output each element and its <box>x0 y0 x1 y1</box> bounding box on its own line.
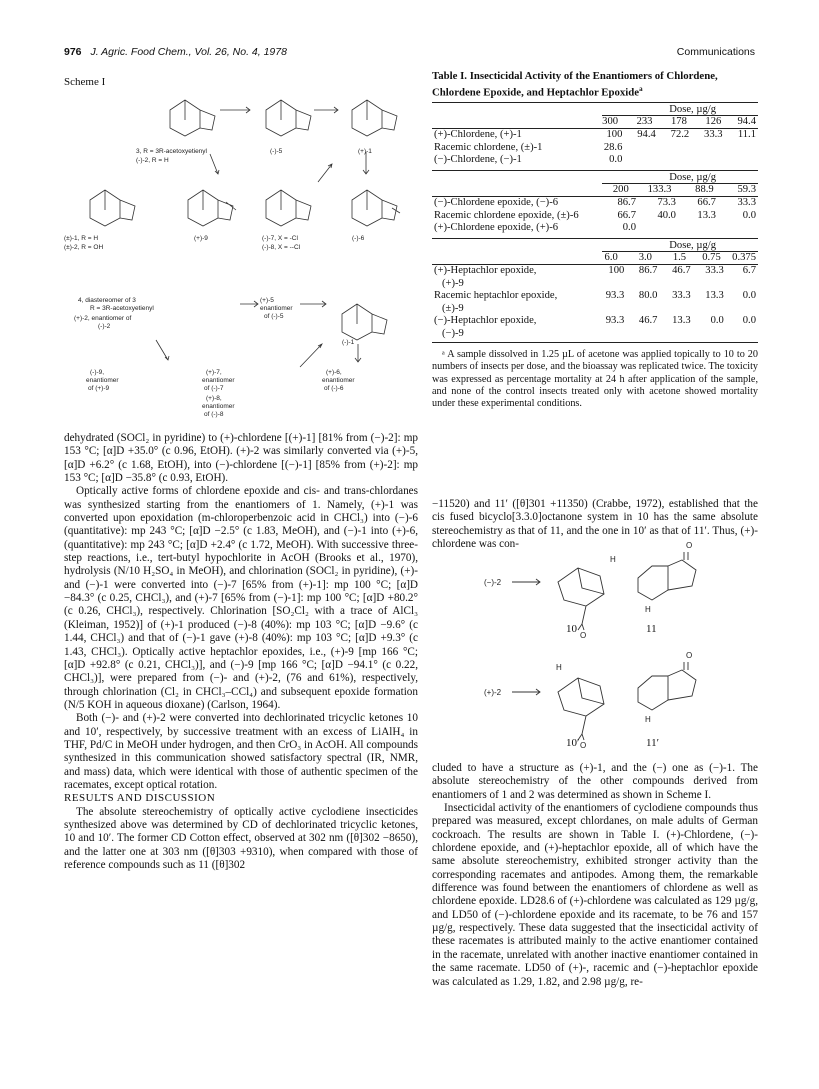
compound-number: 11 <box>646 623 657 635</box>
scheme-label: (-)-2, R = H <box>136 157 169 164</box>
scheme-label: (-)-5 <box>270 148 283 155</box>
mortality-value: 93.3 <box>605 290 625 302</box>
table-row <box>432 210 758 223</box>
mortality-value: 13.3 <box>705 290 724 302</box>
mortality-value <box>624 154 657 167</box>
dose-value: 200 <box>612 183 629 195</box>
scheme-label: enantiomer <box>202 403 235 410</box>
structure-row3 <box>342 304 387 340</box>
scheme-label: R = 3R-acetoxyetienyl <box>90 305 154 312</box>
scheme-label: (+)-1 <box>358 148 372 155</box>
structure-label: (−)-2 <box>484 578 502 587</box>
scheme-label: (-)-8, X = --Cl <box>262 244 301 251</box>
table-row-continuation <box>432 328 758 341</box>
table-footnote: ᵃ A sample dissolved in 1.25 µL of acetone was applied topically to 10 to 20 numbers of insects per dose, and the bioassay was replicated twice. The toxicity was expressed as percentage mortality at 24 h after application of the sample, and none of the control insects treated only with acetone showed mortality under these experimental conditions. <box>432 349 758 409</box>
arrow <box>512 579 540 585</box>
arrow <box>300 301 326 307</box>
compound-name: Racemic chlordene, (±)-1 <box>434 141 543 153</box>
table-row <box>432 222 758 235</box>
mortality-value: 100 <box>608 265 625 277</box>
dose-value: 300 <box>602 115 619 127</box>
paragraph: dehydrated (SOCl₂ in pyridine) to (+)-chlordene [(+)-1] [81% from (−)-2]: mp 153 °C; [α]D +35.0° (c 0.96, EtOH). (+)-2 was similarly converted via (+)-5, [α]D +6.2° (c 1.68, EtOH), into (−)-chlordene [(−)-1] [85% from (+)-2]: mp 153 °C; [α]D −35.8° (c 0.93, EtOH). <box>64 432 418 485</box>
mortality-value: 66.7 <box>697 197 716 209</box>
table-block-2-body <box>432 197 758 235</box>
table-row <box>432 290 758 303</box>
left-column-body <box>64 432 418 872</box>
mortality-value: 0.0 <box>710 315 724 327</box>
mortality-value: 46.7 <box>672 265 691 277</box>
scheme-label: 4, diastereomer of 3 <box>78 297 136 304</box>
compound-number: 10 <box>566 623 577 635</box>
scheme-label: (+)-7, <box>206 369 222 376</box>
scheme-label: enantiomer <box>202 377 235 384</box>
atom-label: O <box>580 631 587 640</box>
mortality-value <box>638 222 678 235</box>
mortality-value: 0.0 <box>742 315 756 327</box>
mortality-value: 80.0 <box>638 290 658 302</box>
compound-name: (+)-Chlordene epoxide, (+)-6 <box>434 222 559 234</box>
scheme-label: of (-)-8 <box>204 411 224 418</box>
structure-10 <box>558 568 604 630</box>
mortality-value: 33.3 <box>672 290 691 302</box>
mortality-value: 13.3 <box>672 315 691 327</box>
scheme-title: Scheme I <box>64 76 106 88</box>
mortality-value <box>718 222 758 235</box>
paragraph: Optically active forms of chlordene epoxide and cis- and trans-chlordanes was synthesized starting from the enantiomers of 1. Namely, (+)-1 was converted upon epoxidation (m-chloroperbenzoic acid in CHCl₃) into (−)-6 (quantitative): mp 243 °C; [α]D −2.5° (c 1.83, MeOH), and (−)-1 into (+)-6, (quantitative): mp 243 °C; [α]D +2.4° (c 1.72, MeOH). With successive three-step reactions, i.e., tert-butyl hypochlorite in AcOH (Brooks et al., 1970), hydrolysis (N/10 H₂SO₄ in MeOH), and chlorination (SOCl₂ in pyridine), (+)- and (−)-1 were converted into (−)-7 [65% from (+)-1]: mp 100 °C; [α]D −84.3° (c 0.25, CHCl₃), and (+)-7 [65% from (−)-1]: mp 100 °C; [α]D +80.2° (c 0.26, CHCl₃), respectively. Chlorination [SO₂Cl₂ with a trace of AlCl₃ (Kleiman, 1952)] of (+)-1 produced (−)-8 (40%): mp 103 °C; [α]D −9.6° (c 1.44, CHCl₃) and that of (−)-1 gave (+)-8 (40%): mp 103 °C; [α]D +9.3° (c 1.43, CHCl₃). Optically active heptachlor epoxides, i.e., (+)-9 [mp 166 °C; [α]D +92.8° (c 0.21, CHCl₃)], and (−)-9 [mp 166 °C; [α]D −94.1° (c 0.22, CHCl₃)], were prepared from (−)- and (+)-2, (76 and 61%), respectively, through chlorination (Cl₂ in CHCl₃–CCl₄) and subsequent epoxide formation (N/5 KOH in aqueous dioxane) (Carlson, 1964). <box>64 485 418 711</box>
mortality-value: 100 <box>606 129 623 141</box>
table-row <box>432 129 758 142</box>
mortality-value <box>624 142 657 155</box>
table-row <box>432 197 758 210</box>
running-header <box>64 46 287 58</box>
compound-number: (−)-9 <box>442 327 464 339</box>
scheme-label: enantiomer <box>86 377 119 384</box>
compound-name: Racemic heptachlor epoxide, <box>434 290 558 302</box>
structure-label: (+)-2 <box>484 688 502 697</box>
structure-11-prime <box>638 662 696 710</box>
dose-value: 94.4 <box>737 115 756 127</box>
scheme-label: of (+)-9 <box>88 385 110 392</box>
dose-value: 126 <box>705 115 722 127</box>
compound-name: (+)-Chlordene, (+)-1 <box>434 129 522 141</box>
mortality-value: 94.4 <box>637 129 656 141</box>
right-column-body-2 <box>432 762 758 989</box>
compound-number: (+)-9 <box>442 277 464 289</box>
scheme-label: (-)-2 <box>98 323 111 330</box>
atom-label: O <box>686 541 693 550</box>
compound-name: (−)-Chlordene epoxide, (−)-6 <box>434 197 559 209</box>
mortality-value: 46.7 <box>638 315 658 327</box>
table-block-2 <box>432 184 758 197</box>
table-caption: Table I. Insecticidal Activity of the Enantiomers of Chlordene, Chlordene Epoxide, and Heptachlor Epoxide$^a$ <box>432 70 718 99</box>
arrow <box>314 107 338 113</box>
paragraph: Insecticidal activity of the enantiomers of cyclodiene compounds thus prepared was measured, except chlordanes, on male adults of German cockroach. The results are shown in Table I. (+)-Chlordene, (−)-chlordene epoxide, and (+)-heptachlor epoxide, all of which have the same absolute stereochemistry, exhibited stronger activity than the corresponding racemates and antipodes. Among them, the remarkable difference was found between the enantiomers of chlordene as well as chlordene epoxide. LD28.6 of (+)-chlordene was calculated as 129 µg/g, and LD50 of (−)-chlordene epoxide and its racemate, to be 76 and 157 µg/g, respectively. These data suggested that the insecticidal activity of these racemates is attributed mainly to the active enantiomer contained in the racemate, unrelated with another inactive enantiomer contained in the same racemate. LD50 of (+)-, racemic and (−)-heptachlor epoxide was calculated as 1.29, 1.82, and 2.98 µg/g, re- <box>432 802 758 988</box>
dose-value: 233 <box>636 115 653 127</box>
mortality-value: 0.0 <box>622 222 636 234</box>
mortality-value <box>725 142 758 155</box>
mortality-value: 93.3 <box>605 315 625 327</box>
page-number: 976 <box>64 46 82 58</box>
mortality-value <box>658 142 691 155</box>
mortality-value: 33.3 <box>737 197 756 209</box>
scheme-label: (+)-9 <box>194 235 208 242</box>
scheme-label: enantiomer <box>260 305 293 312</box>
dose-value: 1.5 <box>672 251 687 263</box>
structure-10-prime <box>558 678 604 740</box>
journal-citation: J. Agric. Food Chem., Vol. 26, No. 4, 1978 <box>90 46 287 58</box>
arrow <box>300 344 322 367</box>
scheme-label: of (-)-7 <box>204 385 224 392</box>
arrow <box>220 107 250 113</box>
table-1 <box>432 70 758 410</box>
compound-number: 10′ <box>566 737 580 749</box>
scheme-label: (-)-9, <box>90 369 105 376</box>
scheme-label: enantiomer <box>322 377 355 384</box>
structure-row2-c <box>266 190 311 226</box>
scheme-label: of (-)-5 <box>264 313 284 320</box>
dose-value: 0.75 <box>702 251 721 263</box>
table-row <box>432 265 758 278</box>
arrow <box>318 164 332 182</box>
scheme-label: (+)-6, <box>326 369 342 376</box>
arrow <box>355 344 361 362</box>
mortality-value <box>725 154 758 167</box>
mortality-value: 66.7 <box>617 209 636 221</box>
arrow <box>240 301 258 307</box>
structure-row1-a <box>170 100 215 136</box>
atom-label: H <box>645 605 651 614</box>
mortality-value: 28.6 <box>603 141 623 153</box>
compound-name: Racemic chlordene epoxide, (±)-6 <box>434 209 579 221</box>
arrow <box>363 152 369 174</box>
mortality-value: 11.1 <box>737 129 756 141</box>
paragraph: Both (−)- and (+)-2 were converted into dechlorinated tricyclic ketones 10 and 10′, respectively, by successive treatment with an excess of LiAlH₄ in THF, Pd/C in MeOH under hydrogen, and then CrO₃ in AcOH. All compounds synthesized in this communication showed satisfactory spectral (IR, NMR, and mass) data, which were identical with those of authentic specimen of the racemates, except optical rotation. <box>64 712 418 791</box>
mortality-value: 0.0 <box>742 290 756 302</box>
structure-11 <box>638 552 696 600</box>
arrow <box>512 689 540 695</box>
dose-row <box>432 116 758 129</box>
atom-label: O <box>580 741 587 750</box>
mortality-value: 72.2 <box>670 129 690 141</box>
mortality-value <box>658 154 691 167</box>
table-block-3-body <box>432 265 758 340</box>
arrow <box>156 340 169 360</box>
compound-number: (±)-9 <box>442 302 464 314</box>
table-row <box>432 315 758 328</box>
mortality-value <box>691 154 724 167</box>
structure-row1-c <box>352 100 397 136</box>
mortality-value: 0.0 <box>609 154 623 166</box>
table-block-3 <box>432 252 758 265</box>
dose-header: Dose, µg/g <box>669 171 716 183</box>
mortality-value: 86.7 <box>638 265 658 277</box>
atom-label: H <box>645 715 651 724</box>
mortality-value: 6.7 <box>742 265 756 277</box>
scheme-label: of (-)-6 <box>324 385 344 392</box>
mortality-value: 33.3 <box>705 265 724 277</box>
table-row-continuation <box>432 303 758 316</box>
dose-value: 3.0 <box>638 251 652 263</box>
compound-number: 11′ <box>646 737 659 749</box>
mortality-value: 73.3 <box>657 197 676 209</box>
scheme-label: (±)-1, R = H <box>64 235 99 242</box>
compound-name: (−)-Heptachlor epoxide, <box>434 315 537 327</box>
scheme-label: (-)-6 <box>352 235 365 242</box>
table-block-1 <box>432 116 758 129</box>
mortality-value: 86.7 <box>617 197 636 209</box>
scheme-label: (+)-2, enantiomer of <box>74 315 132 322</box>
paragraph: cluded to have a structure as (+)-1, and the (−) one as (−)-1. The absolute stereochemistry of the other compounds derived from enantiomers of 1 and 2 was determined as shown in Scheme I. <box>432 762 758 801</box>
mortality-value <box>678 222 718 235</box>
atom-label: O <box>686 651 693 660</box>
table-row <box>432 142 758 155</box>
structure-row1-b <box>266 100 311 136</box>
scheme-diagram <box>60 82 415 432</box>
scheme-label: (-)-7, X = -Cl <box>262 235 298 242</box>
dose-value: 59.3 <box>737 183 756 195</box>
caption-footnote-mark: a <box>639 85 643 93</box>
mortality-value: 33.3 <box>704 129 723 141</box>
paragraph: The absolute stereochemistry of optically active cyclodiene insecticides synthesized above was determined by CD of dechlorinated tricyclic ketones, 10 and 10′. The former CD Cotton effect, observed at 302 nm ([θ]302 −8650), and the latter one at 303 nm ([θ]303 +9310), when compared with those of reference compounds such as 11 ([θ]302 <box>64 805 418 871</box>
scheme-label: (±)-2, R = OH <box>64 244 104 251</box>
section-name: Communications <box>676 46 755 58</box>
section-heading: RESULTS AND DISCUSSION <box>64 792 216 805</box>
mortality-value: 13.3 <box>697 209 716 221</box>
dose-header: Dose, µg/g <box>669 103 716 115</box>
scheme-label: 3, R = 3R-acetoxyetienyl <box>136 148 207 155</box>
structure-row2-d <box>352 190 400 226</box>
structure-row2-b <box>188 190 236 226</box>
arrow <box>210 154 219 174</box>
scheme-label: (-)-1 <box>342 339 355 346</box>
table-block-1-body <box>432 129 758 167</box>
compound-name: (+)-Heptachlor epoxide, <box>434 265 537 277</box>
atom-label: H <box>556 663 562 672</box>
mortality-value: 40.0 <box>657 209 676 221</box>
dose-value: 88.9 <box>695 183 714 195</box>
dose-header: Dose, µg/g <box>669 239 716 251</box>
scheme-label: (+)-5 <box>260 297 274 304</box>
table-row-continuation <box>432 278 758 291</box>
ketone-structures <box>470 540 730 750</box>
dose-value: 133.3 <box>647 183 672 195</box>
dose-value: 6.0 <box>604 251 618 263</box>
table-row <box>432 154 758 167</box>
mortality-value <box>691 142 724 155</box>
mortality-value: 0.0 <box>742 209 756 221</box>
paragraph: −11520) and 11′ ([θ]301 +11350) (Crabbe, 1972), established that the cis fused bicyclo[3.3.0]octanone system in 10 has the same absolute stereochemistry as that of 11, and the one in 10′ as that of 11′. Thus, (+)-chlordene was con- <box>432 498 758 551</box>
compound-name: (−)-Chlordene, (−)-1 <box>434 154 522 166</box>
dose-value: 0.375 <box>732 251 756 263</box>
atom-label: H <box>610 555 616 564</box>
dose-value: 178 <box>670 115 687 127</box>
scheme-label: (+)-8, <box>206 395 222 402</box>
structure-row2-a <box>90 190 135 226</box>
